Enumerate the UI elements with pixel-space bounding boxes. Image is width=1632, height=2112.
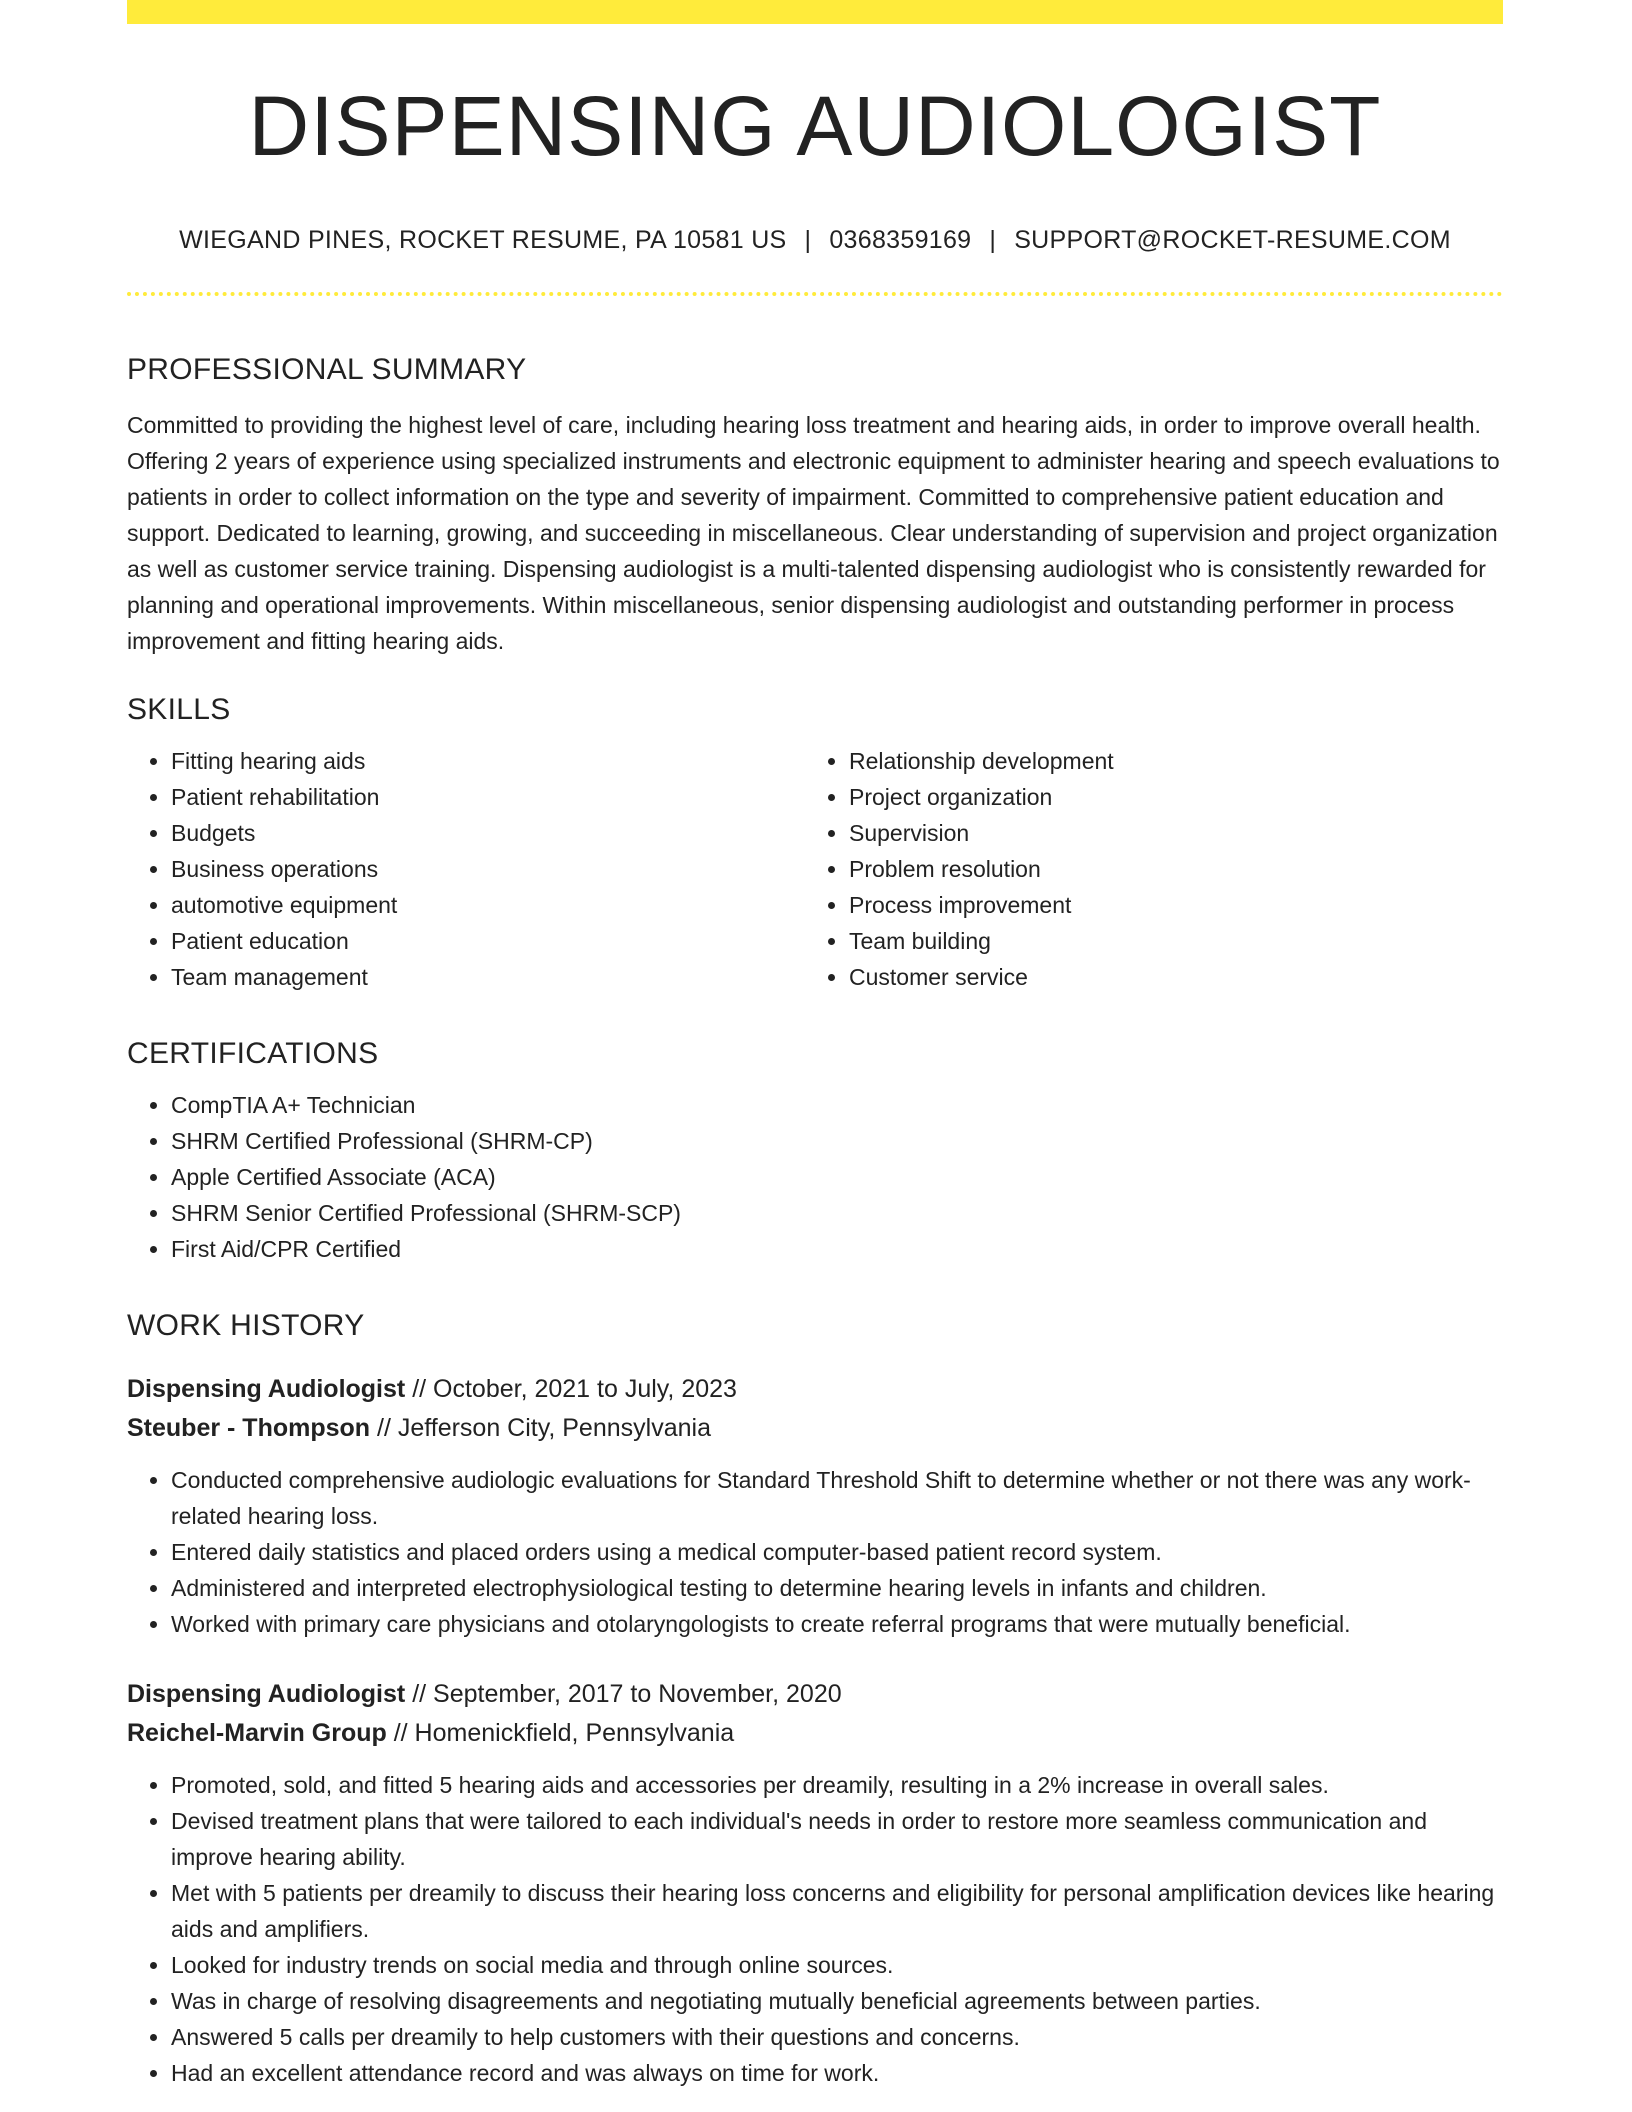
skill-item: • Budgets <box>171 815 805 851</box>
job-location: // Jefferson City, Pennsylvania <box>370 1414 711 1442</box>
job-title: Dispensing Audiologist <box>127 1680 406 1708</box>
job-title: Dispensing Audiologist <box>127 1375 406 1403</box>
skill-item: • Problem resolution <box>849 851 1483 887</box>
skill-item: • Customer service <box>849 959 1483 995</box>
job-title-line <box>127 1675 1503 1714</box>
certifications-section <box>127 1039 1503 1267</box>
job-company: Reichel-Marvin Group <box>127 1719 387 1747</box>
job-bullet: • Devised treatment plans that were tailored to each individual's needs in order to restore more seamless communication and improve hearing ability. <box>171 1803 1503 1875</box>
job-dates: // September, 2017 to November, 2020 <box>405 1680 842 1708</box>
summary-section <box>127 355 1503 659</box>
skills-heading: SKILLS <box>127 693 231 726</box>
contact-separator: | <box>804 226 812 254</box>
job-company-line <box>127 1409 1503 1448</box>
skills-column-left <box>127 743 805 995</box>
summary-text: Committed to providing the highest level of care, including hearing loss treatment and hearing aids, in order to improve overall health. Offering 2 years of experience using specialized instruments and electronic equipment to administer hearing and speech evaluations to patients in order to collect information on the type and severity of impairment. Committed to comprehensive patient education and support. Dedicated to learning, growing, and succeeding in miscellaneous. Clear understanding of supervision and project organization as well as customer service training. Dispensing audiologist is a multi-talented dispensing audiologist who is consistently rewarded for planning and operational improvements. Within miscellaneous, senior dispensing audiologist and outstanding performer in process improvement and fitting hearing aids. <box>127 412 1500 654</box>
certification-item: • Apple Certified Associate (ACA) <box>171 1159 1503 1195</box>
job-bullet: • Met with 5 patients per dreamily to discuss their hearing loss concerns and eligibility for personal amplification devices like hearing aids and amplifiers. <box>171 1875 1503 1947</box>
job-bullets <box>127 1767 1503 2091</box>
skill-item: • Process improvement <box>849 887 1483 923</box>
certification-item: • CompTIA A+ Technician <box>171 1087 1503 1123</box>
work-history-heading: WORK HISTORY <box>127 1309 365 1342</box>
job-bullet: • Administered and interpreted electrophysiological testing to determine hearing levels in infants and children. <box>171 1570 1503 1606</box>
job-entry <box>127 1675 1503 2091</box>
skill-item: • Project organization <box>849 779 1483 815</box>
job-company-line <box>127 1714 1503 1753</box>
certifications-heading: CERTIFICATIONS <box>127 1037 379 1070</box>
job-location: // Homenickfield, Pennsylvania <box>386 1719 735 1747</box>
email-link[interactable]: SUPPORT@ROCKET-RESUME.COM <box>1014 226 1451 254</box>
job-bullet: • Was in charge of resolving disagreements and negotiating mutually beneficial agreements between parties. <box>171 1983 1503 2019</box>
job-bullet: • Promoted, sold, and fitted 5 hearing aids and accessories per dreamily, resulting in a 2% increase in overall sales. <box>171 1767 1503 1803</box>
certification-item: • SHRM Certified Professional (SHRM-CP) <box>171 1123 1503 1159</box>
certification-item: • SHRM Senior Certified Professional (SHRM-SCP) <box>171 1195 1503 1231</box>
work-history-section <box>127 1311 1503 1341</box>
job-bullets <box>127 1462 1503 1642</box>
skill-item: • Patient rehabilitation <box>171 779 805 815</box>
resume-page <box>127 0 1503 2086</box>
job-title-line <box>127 1370 1503 1409</box>
job-entry <box>127 1370 1503 1642</box>
contact-line <box>127 228 1503 253</box>
job-dates: // October, 2021 to July, 2023 <box>405 1375 737 1403</box>
skills-list-left <box>127 743 805 995</box>
job-company: Steuber - Thompson <box>127 1414 371 1442</box>
resume-title: DISPENSING AUDIOLOGIST <box>248 79 1382 173</box>
certifications-list <box>127 1087 1503 1267</box>
job-bullet: • Entered daily statistics and placed orders using a medical computer-based patient record system. <box>171 1534 1503 1570</box>
top-accent-bar <box>127 0 1503 24</box>
skill-item: • automotive equipment <box>171 887 805 923</box>
skill-item: • Patient education <box>171 923 805 959</box>
skills-column-right <box>805 743 1483 995</box>
certification-item: • First Aid/CPR Certified <box>171 1231 1503 1267</box>
job-bullet: • Conducted comprehensive audiologic evaluations for Standard Threshold Shift to determine whether or not there was any work-related hearing loss. <box>171 1462 1503 1534</box>
skill-item: • Team management <box>171 959 805 995</box>
header-divider <box>127 292 1503 296</box>
skill-item: • Fitting hearing aids <box>171 743 805 779</box>
skills-section <box>127 695 1503 995</box>
skills-columns <box>127 743 1503 995</box>
skill-item: • Business operations <box>171 851 805 887</box>
job-bullet: • Had an excellent attendance record and was always on time for work. <box>171 2055 1503 2091</box>
job-bullet: • Answered 5 calls per dreamily to help customers with their questions and concerns. <box>171 2019 1503 2055</box>
phone-text: 0368359169 <box>829 226 972 254</box>
skill-item: • Relationship development <box>849 743 1483 779</box>
address-text: WIEGAND PINES, ROCKET RESUME, PA 10581 US <box>179 226 787 254</box>
skill-item: • Team building <box>849 923 1483 959</box>
contact-separator: | <box>989 226 997 254</box>
skills-list-right <box>805 743 1483 995</box>
job-bullet: • Worked with primary care physicians and otolaryngologists to create referral programs that were mutually beneficial. <box>171 1606 1503 1642</box>
skill-item: • Supervision <box>849 815 1483 851</box>
summary-heading: PROFESSIONAL SUMMARY <box>127 353 527 386</box>
job-bullet: • Looked for industry trends on social media and through online sources. <box>171 1947 1503 1983</box>
